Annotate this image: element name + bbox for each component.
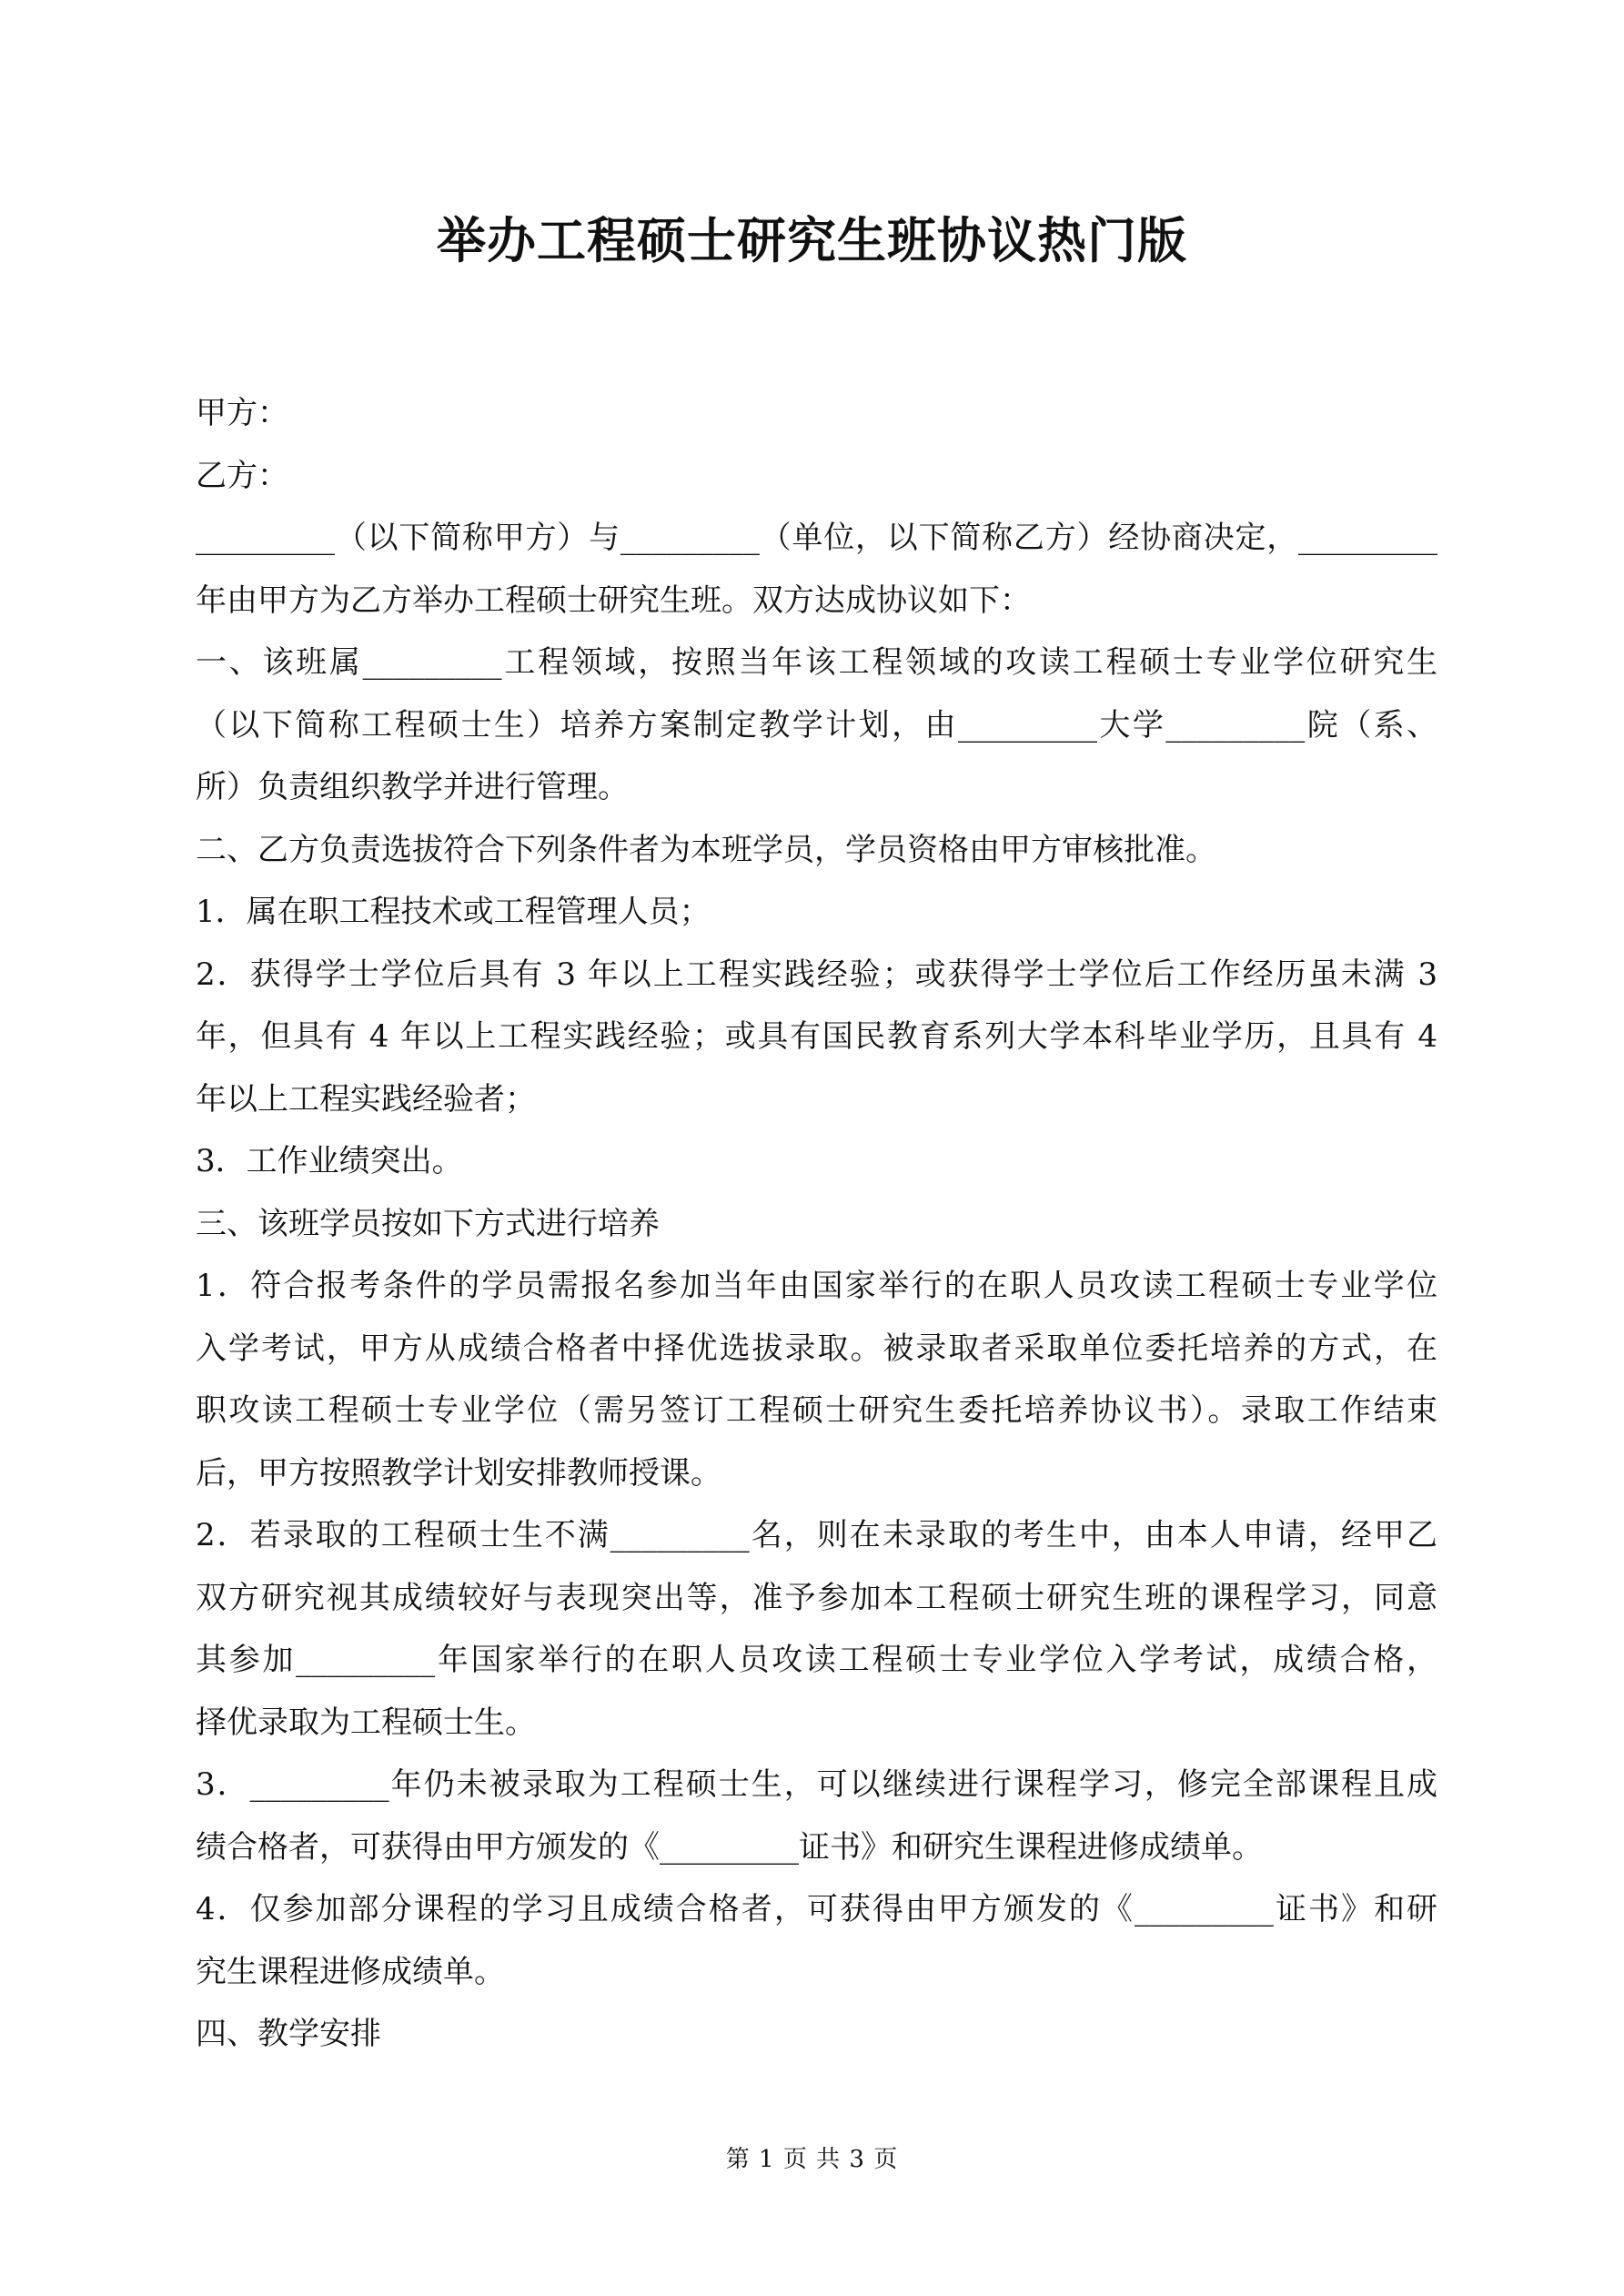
text-line: 择优录取为工程硕士生。 xyxy=(196,1704,536,1741)
text-line: 甲方： xyxy=(196,395,288,431)
text-line: 年以上工程实践经验者； xyxy=(196,1080,536,1118)
text-line: 后，甲方按照教学计划安排教师授课。 xyxy=(196,1454,721,1492)
text-line: 3．工作业绩突出。 xyxy=(196,1143,463,1179)
document-body xyxy=(196,382,1437,2066)
text-line: _________（以下简称甲方）与_________（单位，以下简称乙方）经协商决定，_________ xyxy=(196,520,1437,556)
text-line: 1．符合报考条件的学员需报名参加当年由国家举行的在职人员攻读工程硕士专业学位 xyxy=(196,1268,1437,1304)
text-line: 其参加_________年国家举行的在职人员攻读工程硕士专业学位入学考试，成绩合格， xyxy=(196,1642,1437,1678)
text-line: 四、教学安排 xyxy=(196,2016,381,2052)
text-line: 入学考试，甲方从成绩合格者中择优选拔录取。被录取者采取单位委托培养的方式，在 xyxy=(196,1330,1437,1367)
text-line: 年由甲方为乙方举办工程硕士研究生班。双方达成协议如下： xyxy=(196,582,1031,619)
text-line: 乙方： xyxy=(196,457,288,494)
text-line: 绩合格者，可获得由甲方颁发的《_________证书》和研究生课程进修成绩单。 xyxy=(196,1828,1263,1866)
text-line: 年，但具有 4 年以上工程实践经验；或具有国民教育系列大学本科毕业学历，且具有 4 xyxy=(196,1018,1437,1055)
text-line: 1．属在职工程技术或工程管理人员； xyxy=(196,894,711,930)
text-line: （以下简称工程硕士生）培养方案制定教学计划，由_________大学_________院（系、 xyxy=(196,706,1437,743)
text-line: 3．_________年仍未被录取为工程硕士生，可以继续进行课程学习，修完全部课程且成 xyxy=(196,1766,1437,1803)
page-number: 第 1 页 共 3 页 xyxy=(725,2146,899,2173)
text-line: 所）负责组织教学并进行管理。 xyxy=(196,769,629,805)
text-line: 三、该班学员按如下方式进行培养 xyxy=(196,1205,660,1242)
text-line: 职攻读工程硕士专业学位（需另签订工程硕士研究生委托培养协议书）。录取工作结束 xyxy=(196,1392,1437,1429)
text-line: 4．仅参加部分课程的学习且成绩合格者，可获得由甲方颁发的《_________证书》和研 xyxy=(196,1891,1437,1927)
text-line: 双方研究视其成绩较好与表现突出等，准予参加本工程硕士研究生班的课程学习，同意 xyxy=(196,1579,1437,1616)
text-line: 2．若录取的工程硕士生不满_________名，则在未录取的考生中，由本人申请，经甲乙 xyxy=(196,1517,1437,1553)
text-line: 2．获得学士学位后具有 3 年以上工程实践经验；或获得学士学位后工作经历虽未满 3 xyxy=(196,956,1437,993)
text-line: 二、乙方负责选拔符合下列条件者为本班学员，学员资格由甲方审核批准。 xyxy=(196,831,1216,868)
text-line: 一、该班属_________工程领域，按照当年该工程领域的攻读工程硕士专业学位研究生 xyxy=(196,644,1437,681)
document-title: 举办工程硕士研究生班协议热门版 xyxy=(437,211,1187,269)
text-line: 究生课程进修成绩单。 xyxy=(196,1953,505,1990)
